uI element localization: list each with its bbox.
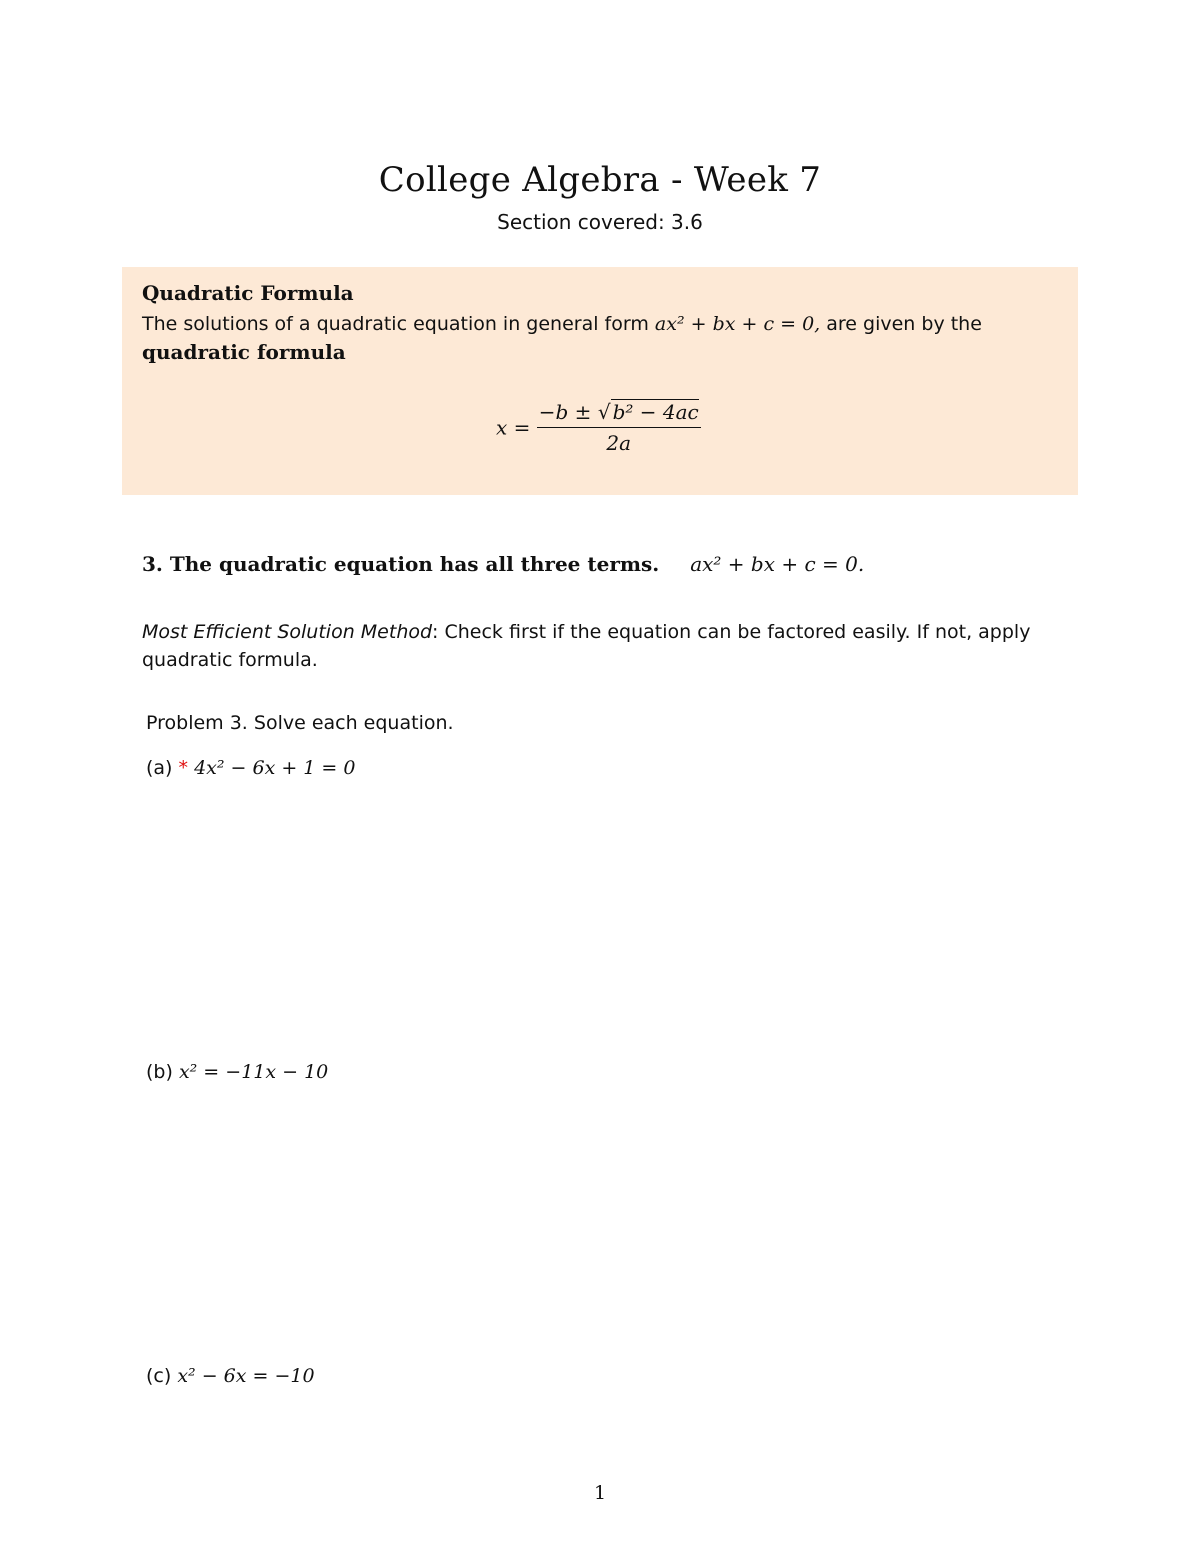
box-text-after: are given by the bbox=[826, 313, 982, 335]
page-title: College Algebra - Week 7 bbox=[378, 160, 822, 200]
page-subtitle: Section covered: 3.6 bbox=[497, 210, 703, 234]
formula-lhs: x = bbox=[496, 415, 531, 440]
problem-intro: Problem 3. Solve each equation. bbox=[146, 712, 454, 734]
part-equation: x² = −11x − 10 bbox=[178, 1061, 329, 1083]
page-number: 1 bbox=[593, 1482, 607, 1504]
formula-numerator bbox=[537, 400, 701, 428]
box-body bbox=[142, 310, 1060, 367]
part-label: (a) bbox=[146, 757, 173, 779]
star-marker: * bbox=[178, 757, 189, 779]
box-bold-term: quadratic formula bbox=[142, 340, 346, 364]
box-heading: Quadratic Formula bbox=[142, 281, 354, 305]
sqrt-sign: √ bbox=[597, 400, 611, 424]
part-equation: 4x² − 6x + 1 = 0 bbox=[194, 757, 356, 779]
section-heading bbox=[142, 552, 864, 576]
section-equation: ax² + bx + c = 0. bbox=[690, 552, 865, 576]
formula-fraction bbox=[537, 400, 701, 455]
box-text-before: The solutions of a quadratic equation in general form bbox=[142, 313, 649, 335]
problem-part-c bbox=[146, 1365, 315, 1387]
formula-denominator: 2a bbox=[606, 431, 632, 455]
method-text: : Check first if the equation can be factored easily. If not, apply quadratic formula. bbox=[142, 621, 1031, 671]
method-paragraph bbox=[142, 618, 1060, 674]
formula-numerator-prefix: −b ± bbox=[538, 400, 592, 424]
problem-part-b bbox=[146, 1061, 328, 1083]
part-label: (b) bbox=[146, 1061, 173, 1083]
section-heading-text: 3. The quadratic equation has all three terms. bbox=[142, 552, 660, 576]
quadratic-formula bbox=[496, 400, 701, 470]
formula-radicand: b² − 4ac bbox=[612, 400, 699, 424]
general-form-equation: ax² + bx + c = 0, bbox=[654, 313, 821, 335]
method-label: Most Efficient Solution Method bbox=[142, 621, 433, 643]
part-label: (c) bbox=[146, 1365, 172, 1387]
part-equation: x² − 6x = −10 bbox=[177, 1365, 315, 1387]
problem-part-a bbox=[146, 757, 355, 779]
